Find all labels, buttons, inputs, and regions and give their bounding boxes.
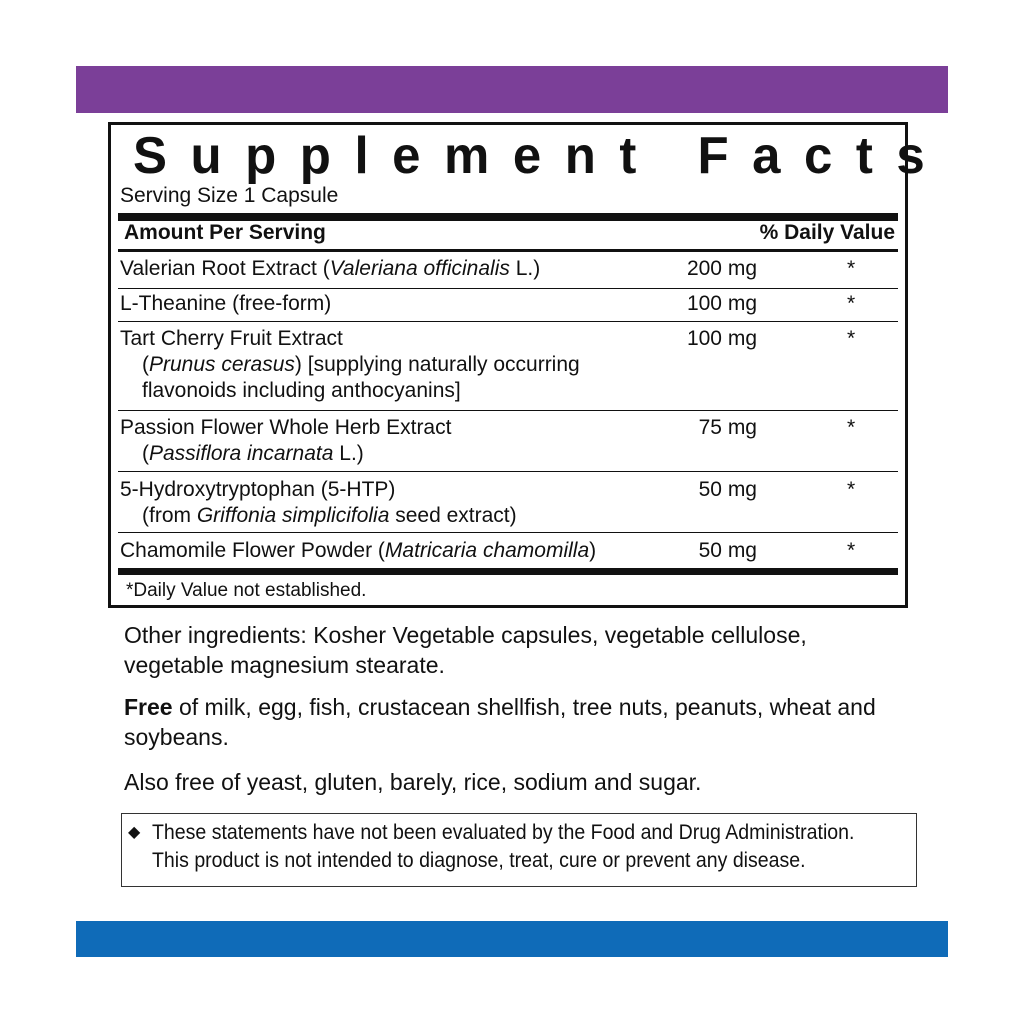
serving-size: Serving Size 1 Capsule	[120, 184, 339, 207]
row-divider	[118, 532, 898, 533]
daily-value-footnote: *Daily Value not established.	[126, 580, 367, 601]
ingredient-name: L-Theanine (free-form)	[120, 292, 332, 315]
ingredient-amount: 75 mg	[698, 416, 757, 439]
ingredient-amount: 50 mg	[698, 539, 757, 562]
row-divider	[118, 471, 898, 472]
row-divider	[118, 288, 898, 289]
row-divider	[118, 321, 898, 322]
ingredient-amount: 200 mg	[686, 257, 757, 280]
ingredient-amount: 50 mg	[698, 478, 757, 501]
fda-disclaimer-box	[121, 813, 917, 887]
ingredient-dv: *	[847, 257, 856, 280]
diamond-icon: ◆	[128, 824, 141, 841]
other-ingredients: Other ingredients: Kosher Vegetable capsules, vegetable cellulose, vegetable magnesium stearate.	[124, 622, 807, 678]
header-amount-per-serving: Amount Per Serving	[124, 221, 326, 244]
ingredient-name: 5-Hydroxytryptophan (5-HTP) (from Griffonia simplicifolia seed extract)	[120, 478, 517, 527]
ingredient-dv: *	[847, 292, 856, 315]
thick-divider	[118, 213, 898, 221]
ingredient-name: Valerian Root Extract (Valeriana officinalis L.)	[120, 257, 541, 280]
top-color-bar	[76, 66, 948, 113]
footer-divider	[118, 568, 898, 575]
supplement-facts-panel	[108, 122, 949, 608]
row-divider	[118, 410, 898, 411]
ingredient-dv: *	[847, 327, 856, 350]
facts-title: Supplement Facts	[133, 127, 949, 185]
ingredient-dv: *	[847, 478, 856, 501]
ingredient-dv: *	[847, 539, 856, 562]
header-daily-value: % Daily Value	[759, 221, 895, 244]
fda-disclaimer-text: These statements have not been evaluated by the Food and Drug Administration. This product is not intended to diagnose, treat, cure or prevent any disease.	[152, 821, 855, 872]
bottom-color-bar	[76, 921, 948, 957]
ingredient-name: Passion Flower Whole Herb Extract (Passiflora incarnata L.)	[120, 416, 452, 465]
header-divider	[118, 249, 898, 252]
ingredient-amount: 100 mg	[686, 292, 757, 315]
ingredient-name: Tart Cherry Fruit Extract (Prunus cerasus) [supplying naturally occurring flavonoids including anthocyanins]	[120, 327, 580, 402]
ingredient-dv: *	[847, 416, 856, 439]
ingredient-name: Chamomile Flower Powder (Matricaria chamomilla)	[120, 539, 597, 562]
ingredient-amount: 100 mg	[686, 327, 757, 350]
free-of-statement: Free of milk, egg, fish, crustacean shellfish, tree nuts, peanuts, wheat and soybeans.	[124, 694, 876, 750]
also-free-statement: Also free of yeast, gluten, barely, rice, sodium and sugar.	[124, 769, 702, 795]
